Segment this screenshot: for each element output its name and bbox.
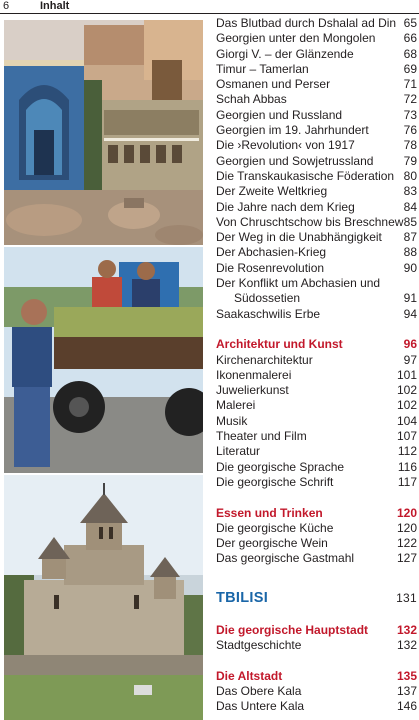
toc-entry[interactable]: Giorgi V. – der Glänzende 68 (216, 46, 417, 61)
toc-entry[interactable]: Juwelierkunst 102 (216, 383, 417, 398)
table-of-contents (216, 16, 417, 715)
toc-entry[interactable]: Der Abchasien-Krieg 88 (216, 245, 417, 260)
toc-section-heading[interactable]: Architektur und Kunst 96 (216, 337, 417, 352)
header-title: Inhalt (40, 0, 70, 12)
spacer (216, 567, 417, 588)
toc-entry[interactable]: Das Untere Kala 146 (216, 699, 417, 714)
spacer (216, 608, 417, 623)
toc-section-heading[interactable]: Essen und Trinken 120 (216, 505, 417, 520)
toc-entry[interactable]: Osmanen und Perser 71 (216, 77, 417, 92)
toc-entry[interactable]: Schah Abbas 72 (216, 92, 417, 107)
photo-tractor-farmers (4, 247, 203, 473)
toc-entry[interactable]: Das Blutbad durch Dshalal ad Din 65 (216, 16, 417, 30)
toc-city-heading[interactable]: TBILISI 131 (216, 589, 417, 606)
toc-section-heading[interactable]: Die georgische Hauptstadt 132 (216, 622, 417, 637)
toc-entry[interactable]: Die georgische Sprache 116 (216, 459, 417, 474)
toc-entry[interactable]: Der Konflikt um Abchasien und Südossetien 91 (216, 276, 417, 306)
toc-entry[interactable]: Georgien und Sowjetrussland 79 (216, 153, 417, 168)
toc-entry[interactable]: Saakaschwilis Erbe 94 (216, 306, 417, 321)
toc-entry[interactable]: Theater und Film 107 (216, 429, 417, 444)
toc-entry[interactable]: Georgien unter den Mongolen 66 (216, 31, 417, 46)
toc-entry[interactable]: Der Zweite Weltkrieg 83 (216, 184, 417, 199)
toc-entry[interactable]: Kirchenarchitektur 97 (216, 352, 417, 367)
toc-entry[interactable]: Malerei 102 (216, 398, 417, 413)
toc-entry[interactable]: Georgien und Russland 73 (216, 107, 417, 122)
spacer (216, 322, 417, 337)
toc-entry[interactable]: Timur – Tamerlan 69 (216, 61, 417, 76)
toc-entry[interactable]: Das Obere Kala 137 (216, 684, 417, 699)
page-number: 6 (3, 0, 10, 12)
toc-entry[interactable]: Das georgische Gastmahl 127 (216, 551, 417, 566)
toc-entry[interactable]: Die ›Revolution‹ von 1917 78 (216, 138, 417, 153)
toc-entry[interactable]: Die georgische Küche 120 (216, 520, 417, 535)
toc-entry[interactable]: Ikonenmalerei 101 (216, 367, 417, 382)
toc-entry[interactable]: Stadtgeschichte 132 (216, 638, 417, 653)
header-rule (0, 13, 419, 14)
toc-entry[interactable]: Von Chruschtschow bis Breschnew 85 (216, 214, 417, 229)
spacer (216, 490, 417, 505)
toc-entry[interactable]: Der Weg in die Unabhängigkeit 87 (216, 230, 417, 245)
toc-entry[interactable]: Die Jahre nach dem Krieg 84 (216, 199, 417, 214)
toc-entry[interactable]: Die Transkaukasische Föderation 80 (216, 168, 417, 183)
page-header (0, 0, 419, 14)
toc-entry[interactable]: Die georgische Schrift 117 (216, 474, 417, 489)
toc-entry[interactable]: Literatur 112 (216, 444, 417, 459)
spacer (216, 654, 417, 669)
toc-entry[interactable]: Der georgische Wein 122 (216, 536, 417, 551)
toc-section-heading[interactable]: Die Altstadt 135 (216, 668, 417, 683)
toc-entry[interactable]: Die Rosenrevolution 90 (216, 260, 417, 275)
toc-entry[interactable]: Georgien im 19. Jahrhundert 76 (216, 123, 417, 138)
photo-tbilisi-oldtown (4, 20, 203, 245)
toc-entry[interactable]: Musik 104 (216, 413, 417, 428)
photo-monastery (4, 475, 203, 720)
